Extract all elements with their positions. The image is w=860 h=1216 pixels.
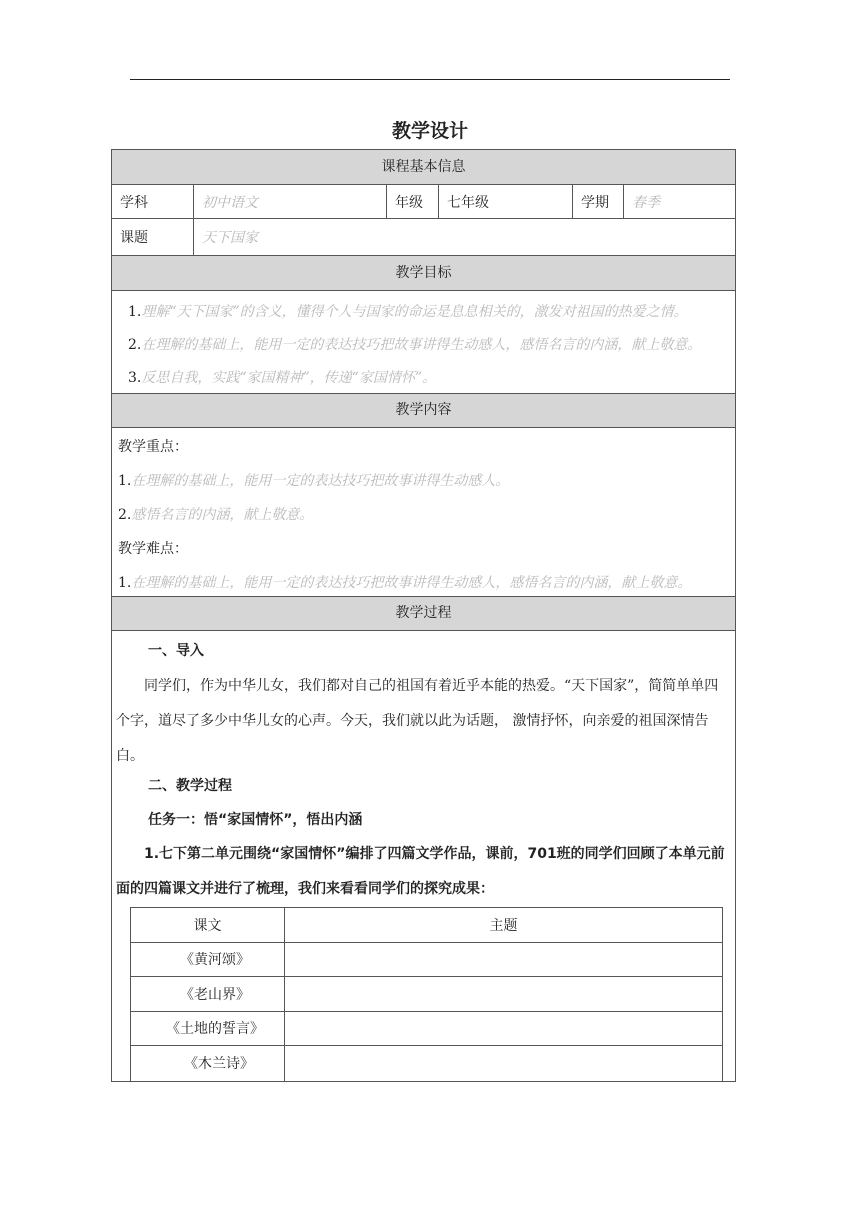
- term-value: 春季: [632, 194, 660, 211]
- column-header-theme: 主题: [489, 917, 518, 934]
- goal-item: 2.在理解的基础上，能用一定的表达技巧把故事讲得生动感人，感悟名言的内涵，献上敬意。: [128, 337, 702, 353]
- table-row: [131, 943, 722, 978]
- theme-cell[interactable]: [285, 943, 722, 977]
- grade-value: 七年级: [439, 185, 573, 218]
- topic-label: 课题: [112, 219, 194, 255]
- table-row: [131, 1046, 722, 1081]
- term-label: 学期: [573, 185, 624, 218]
- content-block: [112, 428, 735, 597]
- goal-item: 3.反思自我，实践“家国精神”，传递“家国情怀”。: [128, 370, 436, 386]
- section-basic-info: 课程基本信息: [112, 150, 735, 185]
- subject-value: 初中语文: [194, 185, 387, 218]
- section-goals: 教学目标: [112, 256, 735, 291]
- theme-cell[interactable]: [285, 977, 722, 1011]
- text-title-cell: 《木兰诗》: [131, 1046, 285, 1081]
- document-title: 教学设计: [391, 120, 468, 142]
- header-rule: [130, 79, 730, 80]
- task-one-heading: 任务一：悟“家国情怀”，悟出内涵: [148, 812, 363, 828]
- theme-cell[interactable]: [285, 1012, 722, 1046]
- difficult-points-label: 教学难点：: [118, 541, 188, 557]
- heading-process: 二、教学过程: [148, 778, 232, 794]
- text-title-cell: 《土地的誓言》: [131, 1012, 285, 1046]
- key-point-item: 2.感悟名言的内涵，献上敬意。: [118, 507, 314, 523]
- topic-value: 天下国家: [202, 230, 258, 246]
- goals-block: [112, 291, 735, 394]
- column-header-text: 课文: [131, 908, 285, 942]
- section-content: 教学内容: [112, 394, 735, 428]
- lesson-plan-table: [111, 149, 736, 1082]
- table-header-row: [131, 908, 722, 943]
- info-row: [112, 185, 735, 219]
- goal-item: 1.理解“天下国家”的含义，懂得个人与国家的命运是息息相关的，激发对祖国的热爱之情。: [128, 304, 688, 320]
- difficult-point-item: 1.在理解的基础上，能用一定的表达技巧把故事讲得生动感人，感悟名言的内涵，献上敬意。: [118, 575, 692, 591]
- text-title-cell: 《黄河颂》: [131, 943, 285, 977]
- texts-theme-table: [130, 907, 723, 1082]
- section-process: 教学过程: [112, 597, 735, 631]
- subject-label: 学科: [112, 185, 194, 218]
- intro-paragraph: 同学们，作为中华儿女，我们都对自己的祖国有着近乎本能的热爱。“天下国家”，简简单单四个字，道尽了多少中华儿女的心声。今天，我们就以此为话题， 激情抒怀，向亲爱的祖国深情告白。: [116, 678, 719, 764]
- key-points-label: 教学重点：: [118, 439, 188, 455]
- task-one-description: 1.七下第二单元围绕“家国情怀”编排了四篇文学作品，课前，701班的同学们回顾了本单元前面的四篇课文并进行了梳理，我们来看看同学们的探究成果：: [116, 846, 725, 897]
- topic-row: [112, 219, 735, 256]
- table-row: [131, 977, 722, 1012]
- heading-intro: 一、导入: [148, 643, 204, 659]
- key-point-item: 1.在理解的基础上，能用一定的表达技巧把故事讲得生动感人。: [118, 473, 510, 489]
- grade-label: 年级: [387, 185, 439, 218]
- text-title-cell: 《老山界》: [131, 977, 285, 1011]
- table-row: [131, 1012, 722, 1047]
- theme-cell[interactable]: [285, 1046, 722, 1081]
